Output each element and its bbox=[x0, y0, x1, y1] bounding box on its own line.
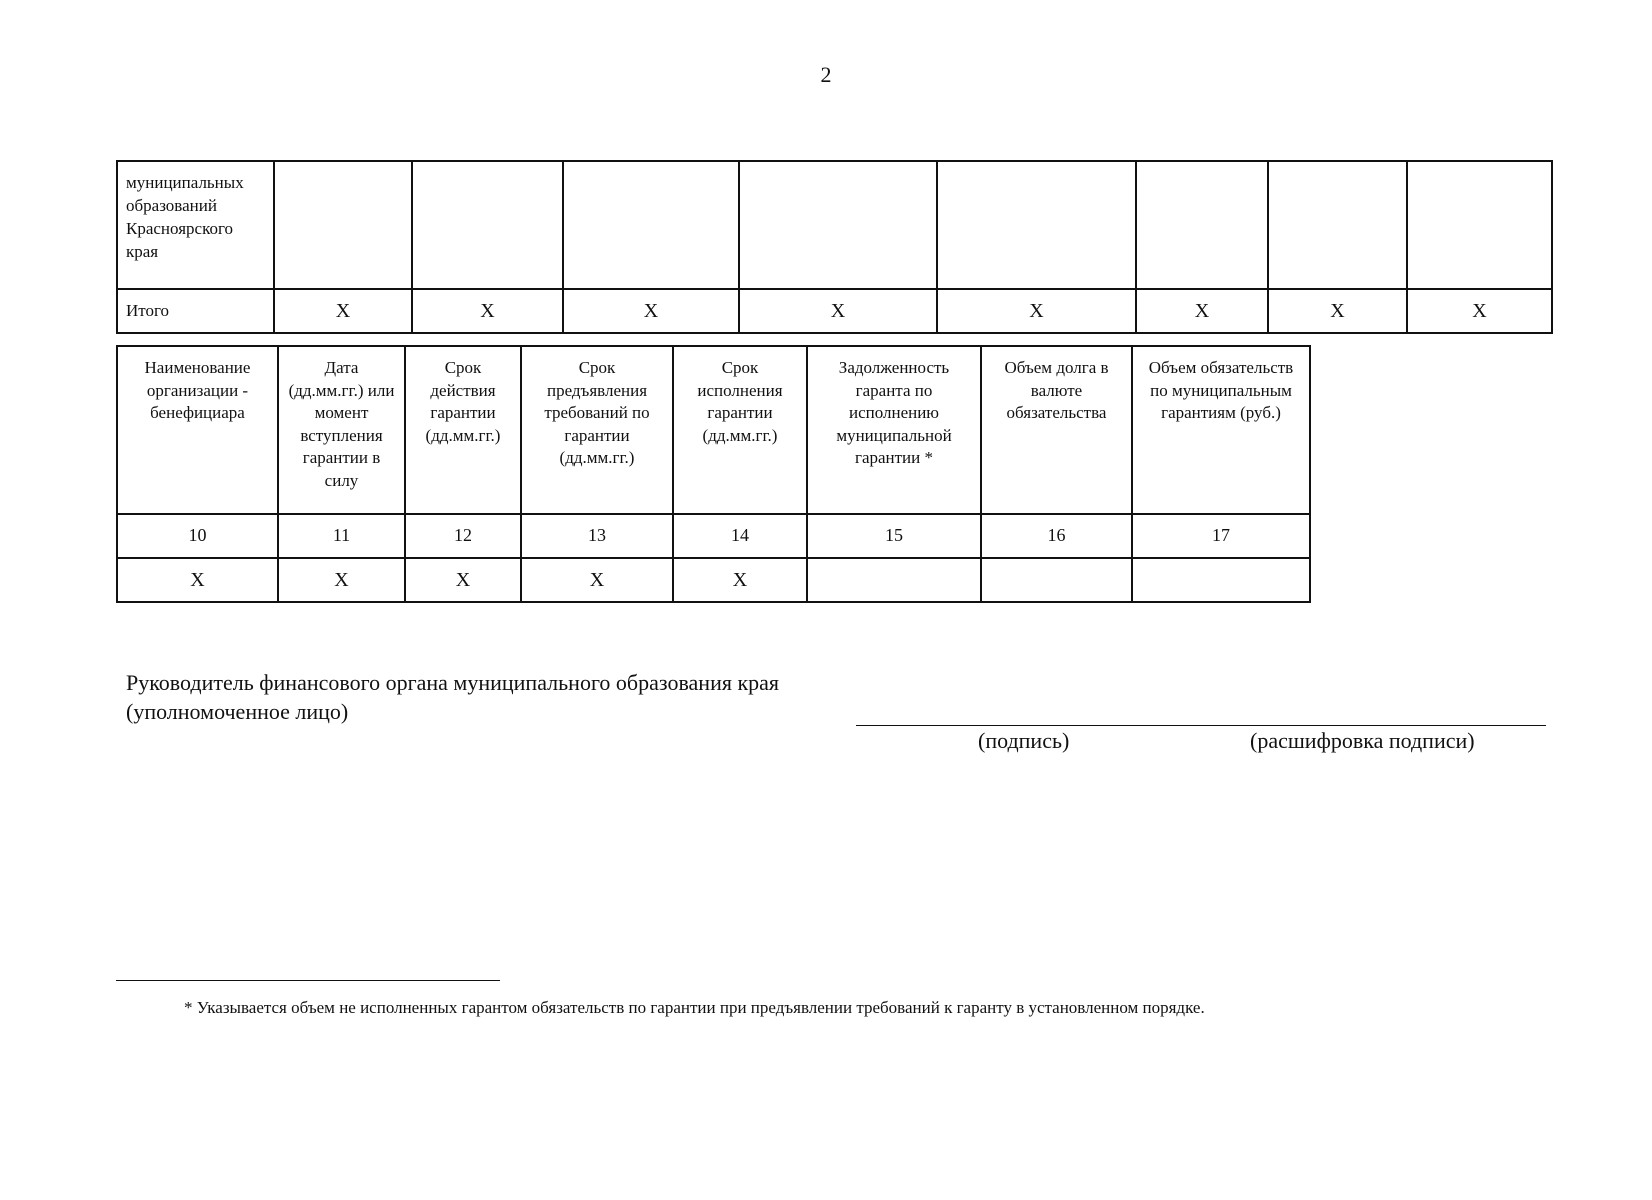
total-mark-cell: X bbox=[278, 558, 405, 602]
total-mark-cell: X bbox=[1407, 289, 1552, 333]
header-row bbox=[117, 346, 1310, 514]
column-number: 12 bbox=[405, 514, 521, 558]
total-mark-cell: X bbox=[673, 558, 807, 602]
guarantee-table-continued bbox=[116, 160, 1553, 334]
empty-cell bbox=[1407, 161, 1552, 289]
total-mark-cell: X bbox=[739, 289, 937, 333]
column-number: 10 bbox=[117, 514, 278, 558]
empty-cell bbox=[807, 558, 981, 602]
empty-cell bbox=[1136, 161, 1268, 289]
column-header: Объем долга в валюте обязательства bbox=[981, 346, 1132, 514]
table-row bbox=[117, 161, 1552, 289]
signature-line bbox=[856, 725, 1546, 726]
column-header: Задолженность гаранта по исполнению муниципальной гарантии * bbox=[807, 346, 981, 514]
column-number: 17 bbox=[1132, 514, 1310, 558]
total-mark-cell: X bbox=[405, 558, 521, 602]
guarantee-beneficiary-table bbox=[116, 345, 1311, 603]
total-mark-cell: X bbox=[521, 558, 673, 602]
column-number: 14 bbox=[673, 514, 807, 558]
column-number-row bbox=[117, 514, 1310, 558]
signatory-title-line1: Руководитель финансового органа муниципального образования края bbox=[126, 670, 780, 695]
empty-cell bbox=[412, 161, 563, 289]
row-label-municipalities: муниципальных образований Красноярского края bbox=[117, 161, 274, 289]
empty-cell bbox=[981, 558, 1132, 602]
total-row bbox=[117, 558, 1310, 602]
column-header: Наименование организации - бенефициара bbox=[117, 346, 278, 514]
total-mark-cell: X bbox=[1136, 289, 1268, 333]
empty-cell bbox=[1268, 161, 1407, 289]
empty-cell bbox=[274, 161, 412, 289]
footnote: * Указывается объем не исполненных гарантом обязательств по гарантии при предъявлении требований к гаранту в установленном порядке. bbox=[184, 998, 1205, 1017]
total-mark-cell: X bbox=[563, 289, 739, 333]
signature-decoding-caption: (расшифровка подписи) bbox=[1250, 728, 1475, 753]
empty-cell bbox=[563, 161, 739, 289]
signature-caption: (подпись) bbox=[978, 728, 1070, 753]
total-mark-cell: X bbox=[274, 289, 412, 333]
total-label: Итого bbox=[117, 289, 274, 333]
column-number: 11 bbox=[278, 514, 405, 558]
empty-cell bbox=[937, 161, 1136, 289]
total-row bbox=[117, 289, 1552, 333]
column-header: Срок исполнения гарантии (дд.мм.гг.) bbox=[673, 346, 807, 514]
page-number: 2 bbox=[820, 62, 832, 87]
footnote-divider bbox=[116, 980, 500, 981]
column-header: Срок предъявления требований по гарантии (дд.мм.гг.) bbox=[521, 346, 673, 514]
column-header: Объем обязательств по муниципальным гарантиям (руб.) bbox=[1132, 346, 1310, 514]
column-number: 16 bbox=[981, 514, 1132, 558]
total-mark-cell: X bbox=[937, 289, 1136, 333]
column-number: 13 bbox=[521, 514, 673, 558]
signatory-title bbox=[126, 668, 779, 726]
total-mark-cell: X bbox=[117, 558, 278, 602]
total-mark-cell: X bbox=[412, 289, 563, 333]
total-mark-cell: X bbox=[1268, 289, 1407, 333]
column-number: 15 bbox=[807, 514, 981, 558]
signatory-title-line2: (уполномоченное лицо) bbox=[126, 699, 349, 725]
empty-cell bbox=[739, 161, 937, 289]
empty-cell bbox=[1132, 558, 1310, 602]
column-header: Срок действия гарантии (дд.мм.гг.) bbox=[405, 346, 521, 514]
column-header: Дата (дд.мм.гг.) или момент вступления гарантии в силу bbox=[278, 346, 405, 514]
